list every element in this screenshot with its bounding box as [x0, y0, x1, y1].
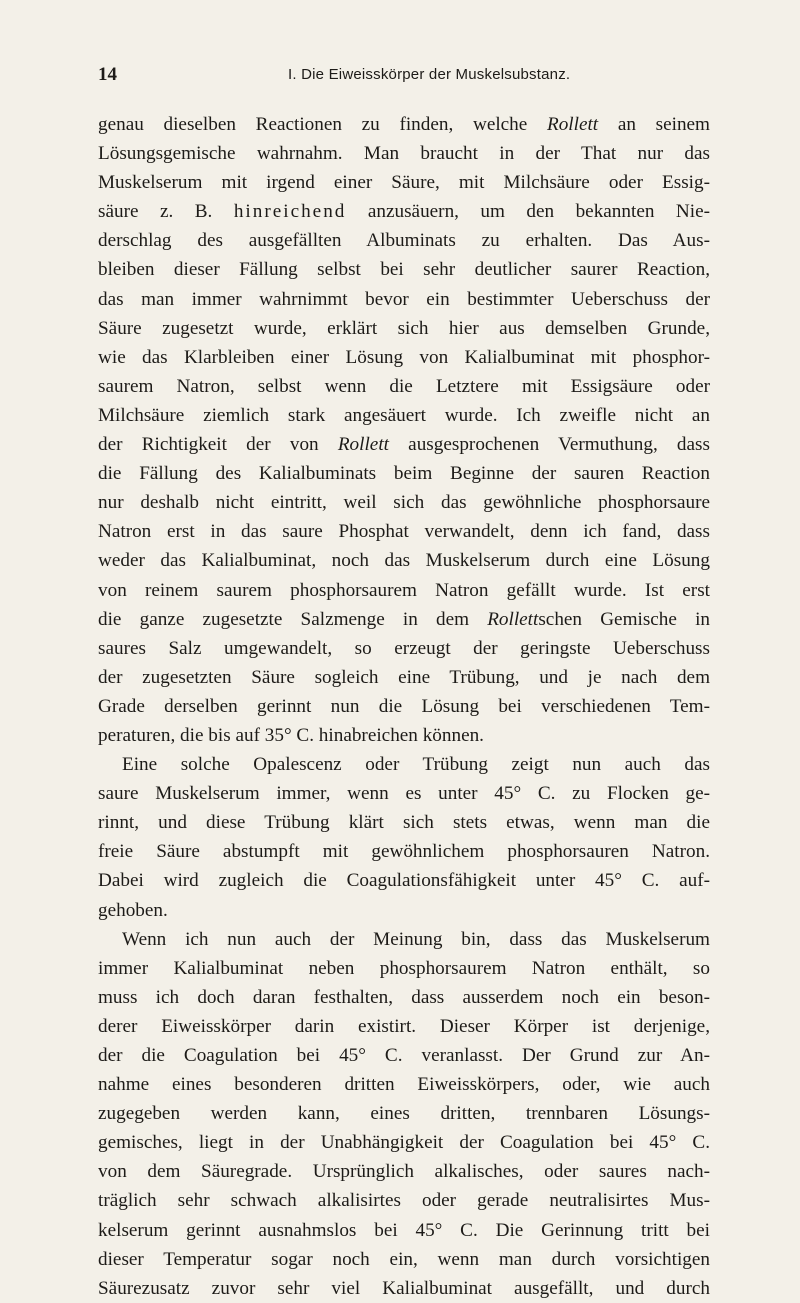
- text-line: [98, 139, 710, 168]
- paragraph: [98, 750, 710, 925]
- text-run: nur deshalb nicht eintritt, weil sich das gewöhnliche phosphorsaure: [98, 492, 710, 514]
- text-run: der Richtigkeit der von: [98, 434, 338, 456]
- running-head: I. Die Eiweisskörper der Muskelsubstanz.: [288, 66, 571, 83]
- text-run: freie Säure abstumpft mit gewöhnlichem phosphorsauren Natron.: [98, 841, 710, 863]
- text-run: die ganze zugesetzte Salzmenge in dem: [98, 608, 488, 630]
- text-line: [98, 517, 710, 546]
- text-line: [98, 488, 710, 517]
- text-run: wie das Klarbleiben einer Lösung von Kalialbuminat mit phosphor-: [98, 346, 710, 368]
- text-run: kelserum gerinnt ausnahmslos bei 45° C. Die Gerinnung tritt bei: [98, 1219, 710, 1241]
- page-number: 14: [98, 64, 117, 85]
- text-run: säure z. B.: [98, 201, 234, 223]
- emphasized-word: hinreichend: [233, 201, 347, 223]
- author-name: Rollett: [487, 608, 539, 630]
- text-run: saurem Natron, selbst wenn die Letztere mit Essigsäure oder: [98, 375, 710, 397]
- text-line: [98, 285, 710, 314]
- text-line: [98, 1041, 710, 1070]
- text-line: [98, 721, 710, 750]
- text-run: dieser Temperatur sogar noch ein, wenn man durch vorsichtigen: [98, 1248, 710, 1270]
- text-run: immer Kalialbuminat neben phosphorsaurem Natron enthält, so: [98, 957, 710, 979]
- text-run: Grade derselben gerinnt nun die Lösung bei verschiedenen Tem-: [98, 695, 710, 717]
- text-line: [98, 459, 710, 488]
- text-run: saure Muskelserum immer, wenn es unter 45° C. zu Flocken ge-: [98, 783, 710, 805]
- text-line: [98, 1070, 710, 1099]
- text-run: genau dieselben Reactionen zu finden, welche: [98, 114, 547, 135]
- text-run: bleiben dieser Fällung selbst bei sehr deutlicher saurer Reaction,: [98, 259, 710, 281]
- text-run: gehoben.: [98, 899, 168, 921]
- text-line: [98, 255, 710, 284]
- text-run: weder das Kalialbuminat, noch das Muskelserum durch eine Lösung: [98, 550, 710, 572]
- text-line: [98, 1157, 710, 1186]
- text-run: derer Eiweisskörper darin existirt. Dieser Körper ist derjenige,: [98, 1015, 710, 1037]
- text-line: [98, 343, 710, 372]
- text-line: [98, 1245, 710, 1274]
- text-line: [98, 576, 710, 605]
- text-run: der die Coagulation bei 45° C. veranlasst. Der Grund zur An-: [98, 1045, 710, 1066]
- text-run: Eine solche Opalescenz oder Trübung zeigt nun auch das: [122, 754, 710, 776]
- paragraph: [98, 925, 710, 1303]
- text-line: [98, 168, 710, 197]
- text-line: [98, 663, 710, 692]
- text-run: peraturen, die bis auf 35° C. hinabreichen können.: [98, 724, 484, 746]
- text-line: [98, 605, 710, 634]
- text-run: nahme eines besonderen dritten Eiweisskörpers, oder, wie auch: [98, 1074, 710, 1096]
- text-run: träglich sehr schwach alkalisirtes oder gerade neutralisirtes Mus-: [98, 1190, 710, 1212]
- text-run: Säure zugesetzt wurde, erklärt sich hier aus demselben Grunde,: [98, 317, 710, 339]
- text-run: Säurezusatz zuvor sehr viel Kalialbuminat ausgefällt, und durch: [98, 1277, 710, 1299]
- text-line: [98, 896, 710, 925]
- text-line: [98, 779, 710, 808]
- text-run: Muskelserum mit irgend einer Säure, mit Milchsäure oder Essig-: [98, 172, 710, 194]
- text-run: Lösungsgemische wahrnahm. Man braucht in der That nur das: [98, 143, 710, 165]
- text-run: Wenn ich nun auch der Meinung bin, dass das Muskelserum: [122, 928, 710, 950]
- text-run: muss ich doch daran festhalten, dass ausserdem noch ein beson-: [98, 986, 710, 1008]
- page-header: [98, 64, 710, 90]
- text-line: [98, 692, 710, 721]
- author-name: Rollett: [546, 114, 599, 135]
- text-run: der zugesetzten Säure sogleich eine Trübung, und je nach dem: [98, 666, 710, 688]
- text-line: [98, 954, 710, 983]
- author-name: Rollett: [337, 434, 389, 456]
- text-run: saures Salz umgewandelt, so erzeugt der geringste Ueberschuss: [98, 637, 710, 659]
- text-run: gemisches, liegt in der Unabhängigkeit der Coagulation bei 45° C.: [98, 1132, 710, 1154]
- text-line: [98, 1274, 710, 1303]
- text-line: [98, 808, 710, 837]
- text-line: [98, 837, 710, 866]
- text-run: rinnt, und diese Trübung klärt sich stets etwas, wenn man die: [98, 812, 710, 834]
- text-line: [98, 314, 710, 343]
- text-line: [98, 197, 710, 226]
- text-line: [98, 750, 710, 779]
- text-line: [98, 1216, 710, 1245]
- text-run: schen Gemische in: [538, 608, 710, 630]
- text-run: Dabei wird zugleich die Coagulationsfähigkeit unter 45° C. auf-: [98, 870, 710, 892]
- text-line: [98, 925, 710, 954]
- text-run: anzusäuern, um den bekannten Nie-: [346, 201, 710, 223]
- text-run: Milchsäure ziemlich stark angesäuert wurde. Ich zweifle nicht an: [98, 404, 710, 426]
- text-line: [98, 546, 710, 575]
- text-run: derschlag des ausgefällten Albuminats zu erhalten. Das Aus-: [98, 230, 710, 252]
- text-run: von dem Säuregrade. Ursprünglich alkalisches, oder saures nach-: [98, 1161, 710, 1183]
- text-line: [98, 110, 710, 139]
- text-run: zugegeben werden kann, eines dritten, trennbaren Lösungs-: [98, 1103, 710, 1125]
- text-line: [98, 226, 710, 255]
- text-line: [98, 1128, 710, 1157]
- text-line: [98, 401, 710, 430]
- text-line: [98, 866, 710, 895]
- text-run: von reinem saurem phosphorsaurem Natron gefällt wurde. Ist erst: [98, 579, 710, 601]
- text-run: die Fällung des Kalialbuminats beim Beginne der sauren Reaction: [98, 463, 710, 485]
- text-run: ausgesprochenen Vermuthung, dass: [388, 434, 710, 456]
- text-line: [98, 372, 710, 401]
- text-run: Natron erst in das saure Phosphat verwandelt, denn ich fand, dass: [98, 521, 710, 543]
- text-line: [98, 1186, 710, 1215]
- text-line: [98, 634, 710, 663]
- body-text: [98, 110, 710, 1303]
- text-line: [98, 1099, 710, 1128]
- text-line: [98, 1012, 710, 1041]
- text-run: das man immer wahrnimmt bevor ein bestimmter Ueberschuss der: [98, 288, 710, 310]
- text-run: an seinem: [598, 114, 710, 135]
- text-line: [98, 430, 710, 459]
- paragraph: [98, 110, 710, 750]
- text-line: [98, 983, 710, 1012]
